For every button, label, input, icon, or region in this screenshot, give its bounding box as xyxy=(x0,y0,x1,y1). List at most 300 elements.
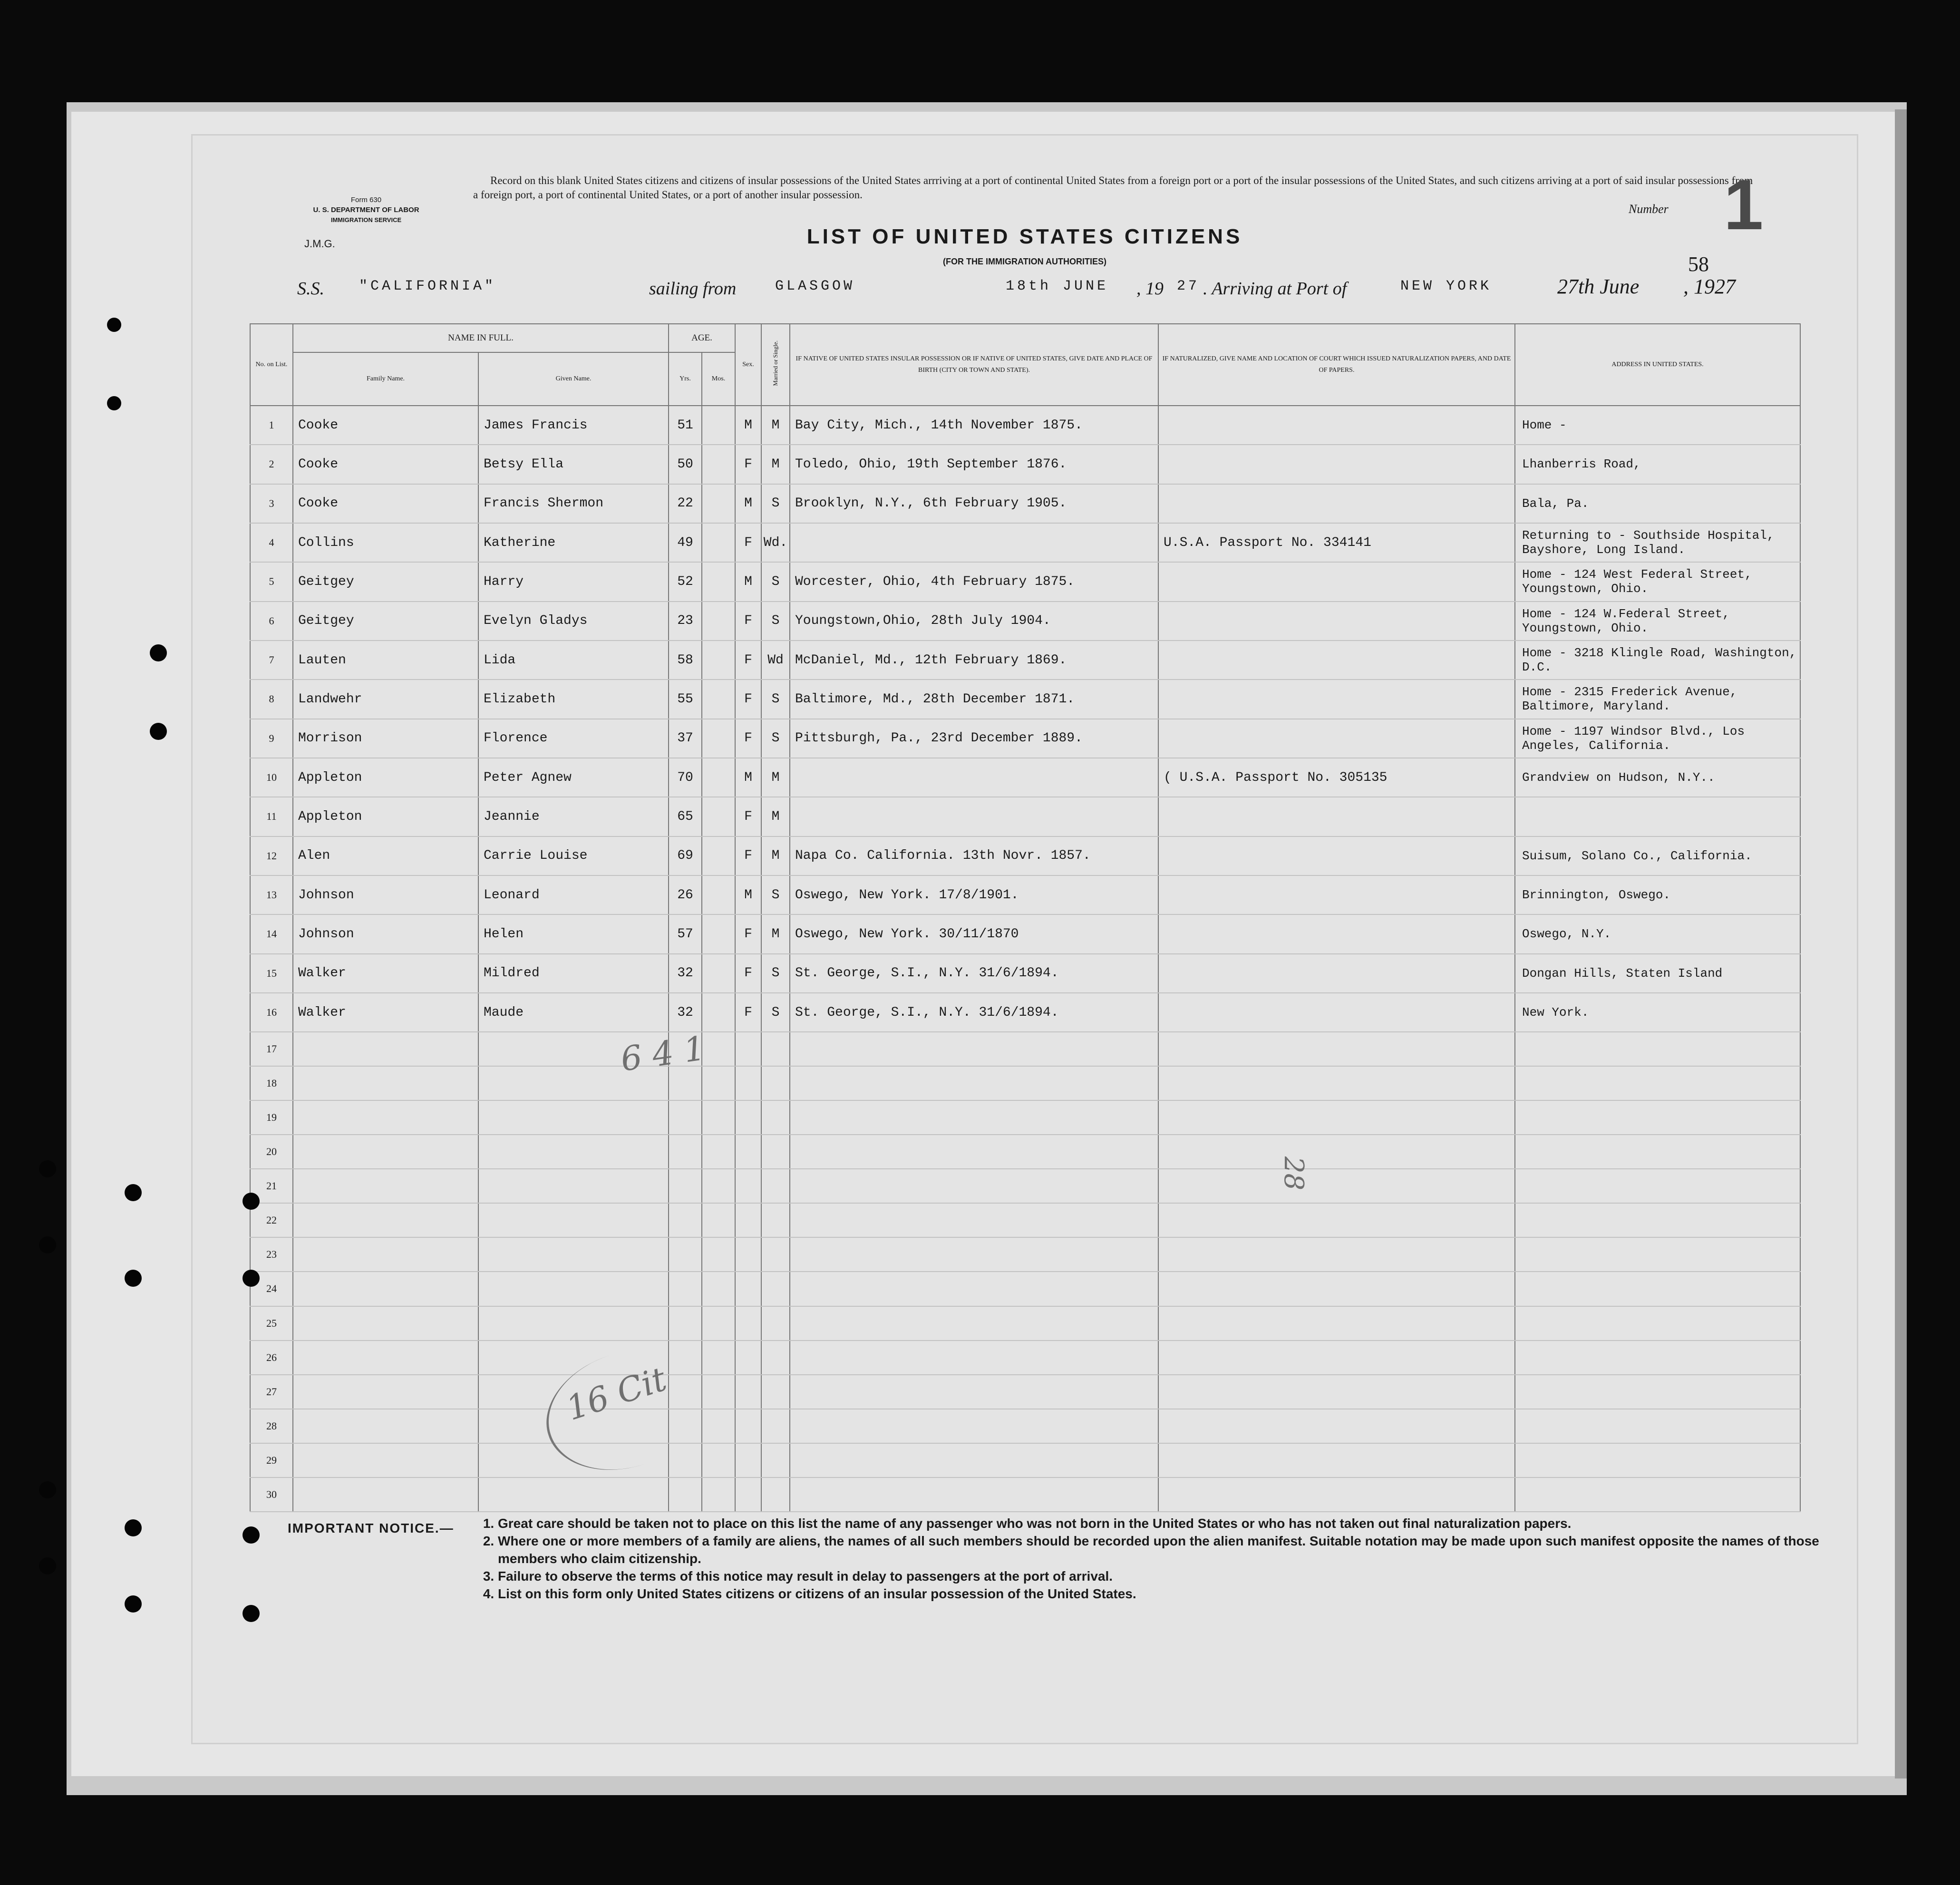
table-row xyxy=(250,562,1800,601)
cell-no-on-list: 15 xyxy=(250,954,293,993)
cell-age-mos xyxy=(702,836,735,875)
cell-sex xyxy=(735,1375,761,1409)
cell-family-name: Cooke xyxy=(293,445,478,484)
cell-sex: M xyxy=(735,562,761,601)
cell-age-yrs xyxy=(669,1272,702,1306)
cell-sex xyxy=(735,1203,761,1237)
table-row xyxy=(250,875,1800,914)
cell-marital-status: S xyxy=(761,954,790,993)
cell-place-of-birth: St. George, S.I., N.Y. 31/6/1894. xyxy=(790,993,1158,1032)
table-row xyxy=(250,1477,1800,1512)
cell-no-on-list: 26 xyxy=(250,1341,293,1375)
cell-given-name: James Francis xyxy=(478,406,669,445)
cell-no-on-list: 18 xyxy=(250,1066,293,1100)
cell-naturalization xyxy=(1158,914,1515,953)
table-row xyxy=(250,1135,1800,1169)
cell-naturalization xyxy=(1158,797,1515,836)
cell-place-of-birth xyxy=(790,1409,1158,1443)
cell-sex xyxy=(735,1135,761,1169)
cell-address xyxy=(1515,1203,1800,1237)
punch-hole xyxy=(39,1236,56,1253)
cell-place-of-birth: Oswego, New York. 30/11/1870 xyxy=(790,914,1158,953)
table-row xyxy=(250,1272,1800,1306)
cell-address xyxy=(1515,797,1800,836)
cell-address: Home - 124 West Federal Street, Youngstown, Ohio. xyxy=(1515,562,1800,601)
cell-family-name: Appleton xyxy=(293,758,478,797)
table-row xyxy=(250,406,1800,445)
cell-place-of-birth xyxy=(790,1477,1158,1512)
departure-date: 18th JUNE xyxy=(1006,278,1109,294)
cell-age-yrs: 51 xyxy=(669,406,702,445)
cell-given-name xyxy=(478,1272,669,1306)
cell-family-name: Alen xyxy=(293,836,478,875)
cell-age-mos xyxy=(702,406,735,445)
cell-sex xyxy=(735,1272,761,1306)
cell-place-of-birth xyxy=(790,1306,1158,1341)
handwritten-margin-note: 6 4 1 xyxy=(618,1029,708,1079)
cell-address: Returning to - Southside Hospital, Bayshore, Long Island. xyxy=(1515,523,1800,562)
cell-family-name: Walker xyxy=(293,954,478,993)
cell-no-on-list: 20 xyxy=(250,1135,293,1169)
cell-sex: F xyxy=(735,836,761,875)
cell-naturalization xyxy=(1158,1306,1515,1341)
cell-place-of-birth: Baltimore, Md., 28th December 1871. xyxy=(790,680,1158,719)
cell-age-mos xyxy=(702,445,735,484)
cell-sex xyxy=(735,1100,761,1135)
notice-list xyxy=(483,1515,1834,1603)
cell-no-on-list: 23 xyxy=(250,1237,293,1272)
cell-age-yrs xyxy=(669,1135,702,1169)
cell-address: Bala, Pa. xyxy=(1515,484,1800,523)
cell-marital-status xyxy=(761,1169,790,1203)
cell-no-on-list: 24 xyxy=(250,1272,293,1306)
cell-no-on-list: 21 xyxy=(250,1169,293,1203)
cell-naturalization xyxy=(1158,993,1515,1032)
cell-age-yrs: 58 xyxy=(669,641,702,680)
cell-no-on-list: 19 xyxy=(250,1100,293,1135)
table-row xyxy=(250,1341,1800,1375)
cell-given-name: Helen xyxy=(478,914,669,953)
cell-address: Home - 124 W.Federal Street, Youngstown, Ohio. xyxy=(1515,602,1800,641)
cell-family-name: Walker xyxy=(293,993,478,1032)
cell-no-on-list: 6 xyxy=(250,602,293,641)
cell-address: New York. xyxy=(1515,993,1800,1032)
cell-family-name xyxy=(293,1066,478,1100)
cell-naturalization xyxy=(1158,602,1515,641)
cell-given-name xyxy=(478,1237,669,1272)
sheet-number: 1 xyxy=(1724,165,1764,244)
cell-sex xyxy=(735,1169,761,1203)
cell-address: Lhanberris Road, xyxy=(1515,445,1800,484)
cell-no-on-list: 13 xyxy=(250,875,293,914)
cell-place-of-birth: Brooklyn, N.Y., 6th February 1905. xyxy=(790,484,1158,523)
passenger-table xyxy=(250,323,1801,1512)
cell-age-mos xyxy=(702,484,735,523)
cell-no-on-list: 25 xyxy=(250,1306,293,1341)
notice-item: 1. Great care should be taken not to place on this list the name of any passenger who was not born in the United States or who has not taken out final naturalization papers. xyxy=(498,1515,1834,1532)
col-mos: Mos. xyxy=(702,352,735,406)
cell-marital-status xyxy=(761,1272,790,1306)
cell-place-of-birth: Toledo, Ohio, 19th September 1876. xyxy=(790,445,1158,484)
punch-hole xyxy=(125,1519,142,1536)
punch-hole xyxy=(243,1526,260,1544)
cell-sex xyxy=(735,1443,761,1477)
cell-no-on-list: 5 xyxy=(250,562,293,601)
cell-age-mos xyxy=(702,993,735,1032)
cell-address: Home - 3218 Klingle Road, Washington, D.C. xyxy=(1515,641,1800,680)
cell-place-of-birth: Youngstown,Ohio, 28th July 1904. xyxy=(790,602,1158,641)
cell-marital-status xyxy=(761,1066,790,1100)
punch-hole xyxy=(125,1270,142,1287)
cell-marital-status xyxy=(761,1306,790,1341)
table-row xyxy=(250,1066,1800,1100)
cell-naturalization xyxy=(1158,1375,1515,1409)
arrival-date: 27th June xyxy=(1557,275,1640,298)
form-identification xyxy=(276,195,456,225)
cell-no-on-list: 14 xyxy=(250,914,293,953)
cell-place-of-birth xyxy=(790,1375,1158,1409)
cell-no-on-list: 17 xyxy=(250,1032,293,1066)
cell-age-mos xyxy=(702,875,735,914)
cell-address: Grandview on Hudson, N.Y.. xyxy=(1515,758,1800,797)
cell-naturalization xyxy=(1158,1100,1515,1135)
page-number: 58 xyxy=(1688,253,1709,276)
cell-place-of-birth xyxy=(790,1272,1158,1306)
cell-place-of-birth xyxy=(790,1066,1158,1100)
cell-place-of-birth xyxy=(790,758,1158,797)
cell-no-on-list: 10 xyxy=(250,758,293,797)
table-row xyxy=(250,1443,1800,1477)
cell-no-on-list: 22 xyxy=(250,1203,293,1237)
cell-marital-status: S xyxy=(761,719,790,758)
table-row xyxy=(250,641,1800,680)
punch-hole xyxy=(150,644,167,661)
cell-naturalization xyxy=(1158,406,1515,445)
cell-given-name: Mildred xyxy=(478,954,669,993)
cell-naturalization xyxy=(1158,1443,1515,1477)
cell-given-name: Leonard xyxy=(478,875,669,914)
cell-address: Suisum, Solano Co., California. xyxy=(1515,836,1800,875)
cell-given-name: Evelyn Gladys xyxy=(478,602,669,641)
cell-naturalization xyxy=(1158,1341,1515,1375)
page-subtitle: (FOR THE IMMIGRATION AUTHORITIES) xyxy=(943,257,1106,266)
cell-naturalization xyxy=(1158,641,1515,680)
intro-instructions: Record on this blank United States citizens and citizens of insular possessions of the United States arrriving at a port of continental United States from a foreign port or a port of the insular possessions of the United States, and such citizens arriving at a port of said insular possessions from a foreign port, a port of continental United States, or a port of another insular possession. xyxy=(473,175,1753,201)
cell-sex: F xyxy=(735,993,761,1032)
cell-family-name xyxy=(293,1169,478,1203)
cell-age-yrs: 49 xyxy=(669,523,702,562)
cell-naturalization xyxy=(1158,1203,1515,1237)
col-given-name: Given Name. xyxy=(478,352,669,406)
table-row xyxy=(250,523,1800,562)
cell-age-mos xyxy=(702,1409,735,1443)
cell-given-name xyxy=(478,1100,669,1135)
cell-naturalization xyxy=(1158,1066,1515,1100)
cell-sex: F xyxy=(735,523,761,562)
col-place-of-birth: IF NATIVE OF UNITED STATES INSULAR POSSESSION OR IF NATIVE OF UNITED STATES, GIVE DATE AND PLACE OF BIRTH (CITY OR TOWN AND STATE). xyxy=(790,324,1158,406)
cell-age-mos xyxy=(702,1169,735,1203)
cell-given-name xyxy=(478,1477,669,1512)
cell-place-of-birth xyxy=(790,1203,1158,1237)
col-no-on-list: No. on List. xyxy=(250,324,293,406)
table-row xyxy=(250,1375,1800,1409)
punch-hole xyxy=(107,318,121,332)
cell-age-mos xyxy=(702,1341,735,1375)
ss-label: S.S. xyxy=(297,279,324,299)
cell-address: Dongan Hills, Staten Island xyxy=(1515,954,1800,993)
cell-naturalization xyxy=(1158,719,1515,758)
table-row xyxy=(250,836,1800,875)
notice-lead: IMPORTANT NOTICE.— xyxy=(288,1521,454,1535)
punch-hole xyxy=(150,723,167,740)
cell-no-on-list: 27 xyxy=(250,1375,293,1409)
cell-no-on-list: 16 xyxy=(250,993,293,1032)
cell-given-name: Maude xyxy=(478,993,669,1032)
cell-age-mos xyxy=(702,1100,735,1135)
cell-place-of-birth: Napa Co. California. 13th Novr. 1857. xyxy=(790,836,1158,875)
cell-age-mos xyxy=(702,1066,735,1100)
cell-place-of-birth: Bay City, Mich., 14th November 1875. xyxy=(790,406,1158,445)
cell-naturalization xyxy=(1158,875,1515,914)
cell-naturalization xyxy=(1158,836,1515,875)
cell-address xyxy=(1515,1100,1800,1135)
cell-marital-status xyxy=(761,1341,790,1375)
cell-sex: F xyxy=(735,445,761,484)
cell-marital-status: S xyxy=(761,993,790,1032)
cell-address: Brinnington, Oswego. xyxy=(1515,875,1800,914)
cell-family-name xyxy=(293,1032,478,1066)
cell-age-yrs: 69 xyxy=(669,836,702,875)
cell-place-of-birth: Worcester, Ohio, 4th February 1875. xyxy=(790,562,1158,601)
cell-marital-status: S xyxy=(761,875,790,914)
cell-address: Oswego, N.Y. xyxy=(1515,914,1800,953)
cell-family-name xyxy=(293,1443,478,1477)
punch-hole xyxy=(39,1481,56,1498)
cell-age-mos xyxy=(702,562,735,601)
cell-given-name: Harry xyxy=(478,562,669,601)
cell-age-yrs xyxy=(669,1237,702,1272)
table-row xyxy=(250,1237,1800,1272)
cell-family-name xyxy=(293,1341,478,1375)
cell-age-mos xyxy=(702,914,735,953)
cell-sex: F xyxy=(735,719,761,758)
cell-no-on-list: 2 xyxy=(250,445,293,484)
departure-port: GLASGOW xyxy=(775,278,855,294)
table-row xyxy=(250,1100,1800,1135)
cell-age-mos xyxy=(702,1477,735,1512)
married-single-label: Married or Single. xyxy=(772,340,779,386)
col-yrs: Yrs. xyxy=(669,352,702,406)
cell-place-of-birth xyxy=(790,523,1158,562)
cell-age-yrs xyxy=(669,1203,702,1237)
cell-place-of-birth xyxy=(790,1169,1158,1203)
notice-item: 3. Failure to observe the terms of this notice may result in delay to passengers at the port of arrival. xyxy=(498,1567,1834,1585)
cell-age-yrs: 55 xyxy=(669,680,702,719)
cell-place-of-birth xyxy=(790,1443,1158,1477)
table-row xyxy=(250,1032,1800,1066)
cell-sex xyxy=(735,1477,761,1512)
manifest-page xyxy=(193,136,1857,1743)
cell-age-yrs: 52 xyxy=(669,562,702,601)
cell-address xyxy=(1515,1066,1800,1100)
cell-given-name: Elizabeth xyxy=(478,680,669,719)
cell-age-mos xyxy=(702,602,735,641)
cell-marital-status: M xyxy=(761,797,790,836)
cell-age-yrs: 32 xyxy=(669,993,702,1032)
cell-age-yrs: 65 xyxy=(669,797,702,836)
cell-address xyxy=(1515,1306,1800,1341)
cell-age-mos xyxy=(702,1375,735,1409)
cell-family-name: Geitgey xyxy=(293,602,478,641)
number-label: Number xyxy=(1629,202,1669,216)
voyage-line xyxy=(193,275,1857,307)
cell-address xyxy=(1515,1272,1800,1306)
table-row xyxy=(250,1409,1800,1443)
cell-sex xyxy=(735,1237,761,1272)
col-age: AGE. xyxy=(669,324,735,352)
cell-marital-status: M xyxy=(761,836,790,875)
cell-marital-status: M xyxy=(761,758,790,797)
cell-age-mos xyxy=(702,1443,735,1477)
cell-age-mos xyxy=(702,954,735,993)
cell-no-on-list: 4 xyxy=(250,523,293,562)
cell-given-name: Florence xyxy=(478,719,669,758)
punch-hole xyxy=(39,1557,56,1574)
cell-address xyxy=(1515,1477,1800,1512)
cell-address xyxy=(1515,1341,1800,1375)
cell-address: Home - xyxy=(1515,406,1800,445)
cell-age-yrs: 50 xyxy=(669,445,702,484)
cell-marital-status xyxy=(761,1032,790,1066)
cell-sex xyxy=(735,1341,761,1375)
cell-family-name: Geitgey xyxy=(293,562,478,601)
cell-age-mos xyxy=(702,641,735,680)
notice-item: 2. Where one or more members of a family are aliens, the names of all such members should be recorded upon the alien manifest. Suitable notation may be made upon such manifest opposite the names of those members who claim citizenship. xyxy=(498,1532,1834,1567)
cell-marital-status xyxy=(761,1477,790,1512)
cell-age-yrs xyxy=(669,1169,702,1203)
cell-family-name xyxy=(293,1135,478,1169)
punch-hole xyxy=(243,1605,260,1622)
cell-marital-status: Wd xyxy=(761,641,790,680)
cell-place-of-birth xyxy=(790,1032,1158,1066)
cell-address xyxy=(1515,1169,1800,1203)
cell-age-yrs: 26 xyxy=(669,875,702,914)
cell-sex: M xyxy=(735,758,761,797)
cell-given-name: Carrie Louise xyxy=(478,836,669,875)
cell-age-yrs: 37 xyxy=(669,719,702,758)
table-row xyxy=(250,993,1800,1032)
punch-hole xyxy=(243,1270,260,1287)
stamp-number: 28 xyxy=(1278,1156,1310,1191)
col-name-in-full: NAME IN FULL. xyxy=(293,324,669,352)
cell-no-on-list: 11 xyxy=(250,797,293,836)
punch-hole xyxy=(125,1184,142,1201)
cell-naturalization xyxy=(1158,680,1515,719)
punch-hole xyxy=(125,1595,142,1613)
ship-name: "CALIFORNIA" xyxy=(359,278,496,294)
punch-hole xyxy=(39,1160,56,1177)
cell-age-mos xyxy=(702,1135,735,1169)
cell-marital-status xyxy=(761,1443,790,1477)
cell-age-yrs: 32 xyxy=(669,954,702,993)
cell-given-name xyxy=(478,1306,669,1341)
cell-address xyxy=(1515,1135,1800,1169)
cell-age-mos xyxy=(702,1306,735,1341)
cell-marital-status: M xyxy=(761,914,790,953)
cell-given-name: Jeannie xyxy=(478,797,669,836)
cell-family-name xyxy=(293,1477,478,1512)
cell-naturalization xyxy=(1158,1169,1515,1203)
cell-naturalization xyxy=(1158,1032,1515,1066)
table-row xyxy=(250,680,1800,719)
cell-sex xyxy=(735,1032,761,1066)
cell-family-name: Morrison xyxy=(293,719,478,758)
table-row xyxy=(250,1203,1800,1237)
cell-age-mos xyxy=(702,1203,735,1237)
notice-item: 4. List on this form only United States citizens or citizens of an insular possession of the United States. xyxy=(498,1585,1834,1603)
cell-age-yrs xyxy=(669,1306,702,1341)
cell-marital-status: M xyxy=(761,445,790,484)
col-address: ADDRESS IN UNITED STATES. xyxy=(1515,324,1800,406)
cell-place-of-birth xyxy=(790,1341,1158,1375)
table-row xyxy=(250,1169,1800,1203)
table-row xyxy=(250,445,1800,484)
cell-age-mos xyxy=(702,1272,735,1306)
department-name: U. S. DEPARTMENT OF LABOR xyxy=(313,206,419,214)
cell-marital-status: S xyxy=(761,484,790,523)
cell-given-name: Francis Shermon xyxy=(478,484,669,523)
cell-address xyxy=(1515,1409,1800,1443)
cell-marital-status: S xyxy=(761,602,790,641)
cell-no-on-list: 8 xyxy=(250,680,293,719)
cell-family-name xyxy=(293,1409,478,1443)
cell-sex: F xyxy=(735,797,761,836)
punch-hole xyxy=(243,1193,260,1210)
cell-marital-status: S xyxy=(761,562,790,601)
cell-no-on-list: 7 xyxy=(250,641,293,680)
cell-sex: M xyxy=(735,484,761,523)
cell-age-yrs xyxy=(669,1477,702,1512)
cell-age-yrs: 70 xyxy=(669,758,702,797)
cell-no-on-list: 12 xyxy=(250,836,293,875)
service-name: IMMIGRATION SERVICE xyxy=(330,216,402,223)
col-naturalization: IF NATURALIZED, GIVE NAME AND LOCATION OF COURT WHICH ISSUED NATURALIZATION PAPERS, AND DATE OF PAPERS. xyxy=(1158,324,1515,406)
cell-place-of-birth: McDaniel, Md., 12th February 1869. xyxy=(790,641,1158,680)
cell-address xyxy=(1515,1375,1800,1409)
arriving-label: . Arriving at Port of xyxy=(1203,279,1347,299)
cell-marital-status: Wd. xyxy=(761,523,790,562)
cell-naturalization: ( U.S.A. Passport No. 305135 xyxy=(1158,758,1515,797)
cell-address xyxy=(1515,1443,1800,1477)
form-number: Form 630 xyxy=(350,196,382,204)
cell-naturalization xyxy=(1158,562,1515,601)
cell-marital-status: M xyxy=(761,406,790,445)
cell-sex xyxy=(735,1306,761,1341)
cell-naturalization xyxy=(1158,1477,1515,1512)
cell-address xyxy=(1515,1032,1800,1066)
cell-family-name: Cooke xyxy=(293,406,478,445)
cell-place-of-birth xyxy=(790,797,1158,836)
cell-age-mos xyxy=(702,797,735,836)
cell-sex: F xyxy=(735,914,761,953)
cell-sex: F xyxy=(735,954,761,993)
cell-age-yrs: 23 xyxy=(669,602,702,641)
table-row xyxy=(250,602,1800,641)
year-suffix: 27 xyxy=(1177,278,1200,294)
clerk-initials: J.M.G. xyxy=(304,238,335,250)
col-married-single xyxy=(761,324,790,406)
cell-marital-status xyxy=(761,1135,790,1169)
